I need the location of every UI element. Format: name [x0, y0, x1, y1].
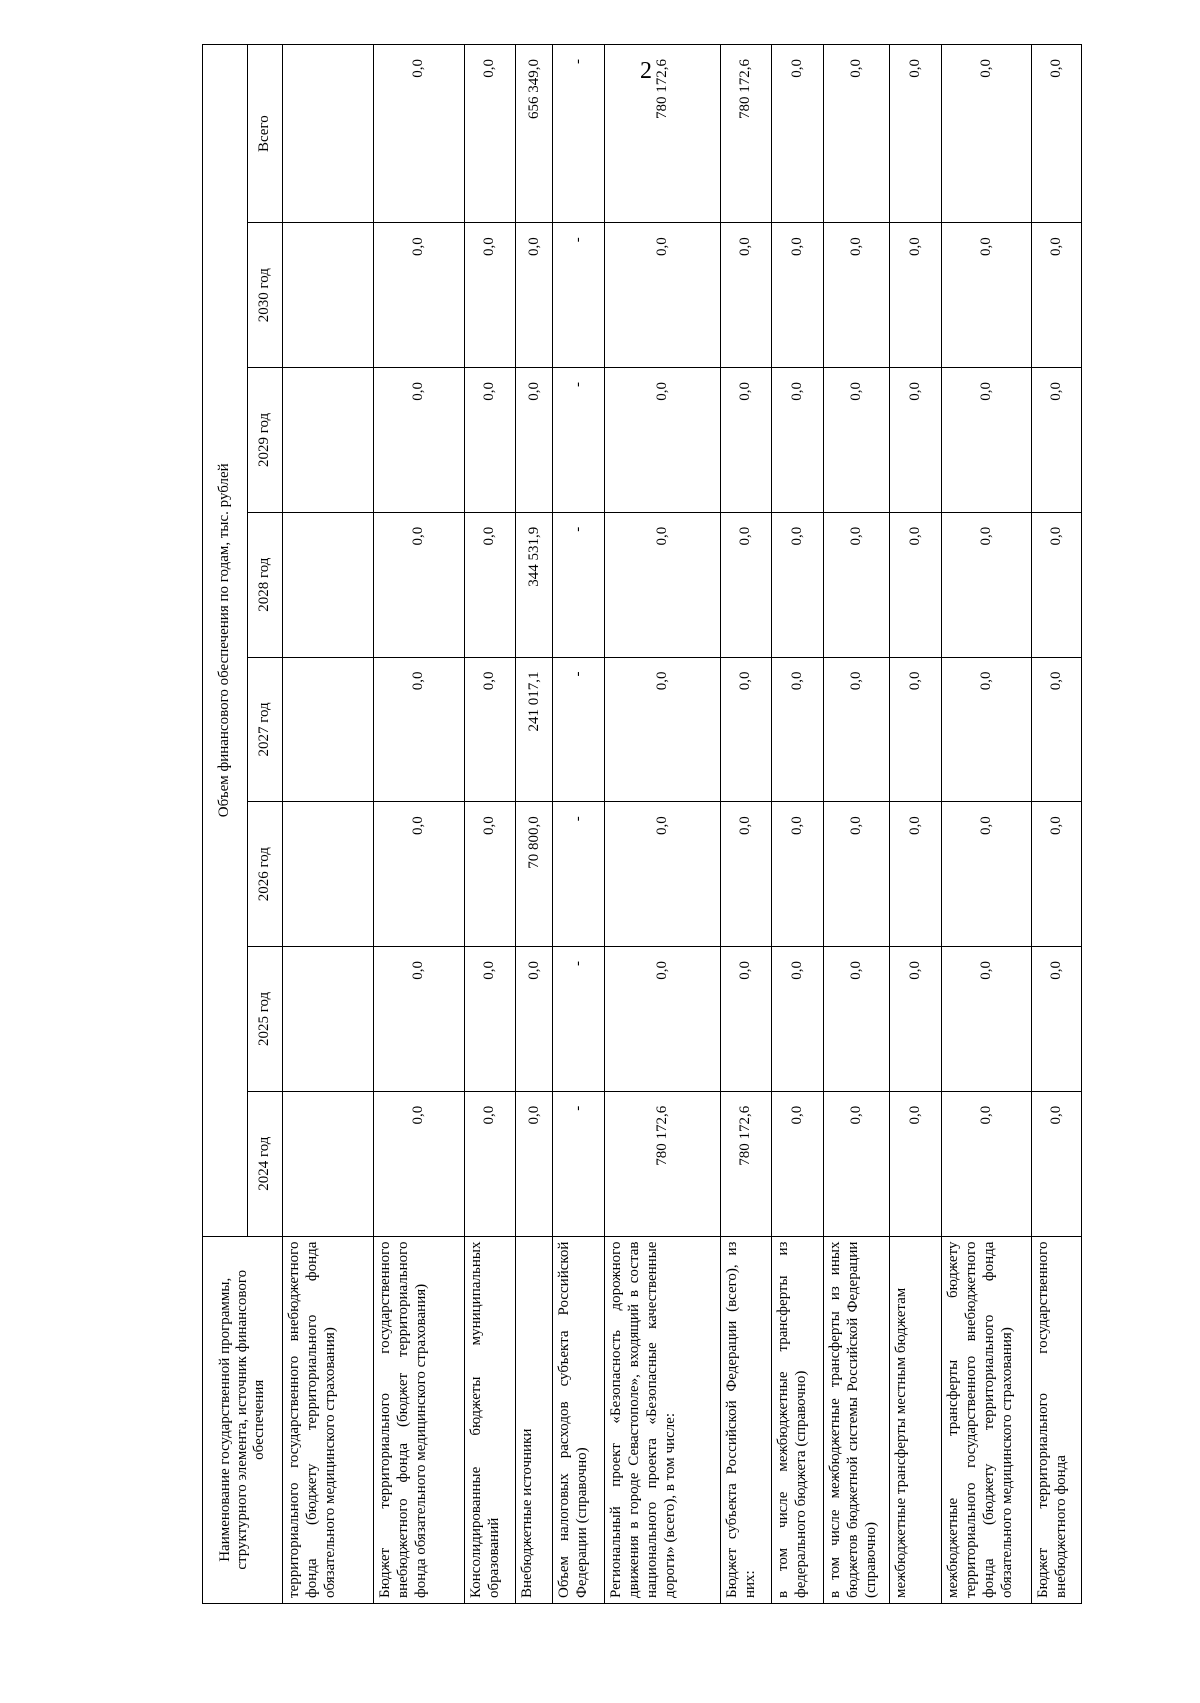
table-row: [1032, 45, 1082, 1604]
row-year-value: [283, 947, 374, 1092]
row-name: территориального государственного внебюджетного фонда (бюджету территориального фонда обязательного медицинского страхования): [283, 1236, 374, 1603]
row-year-value: 0,0: [605, 512, 721, 657]
row-year-value: 0,0: [823, 223, 889, 368]
row-year-value: 0,0: [464, 947, 516, 1092]
row-year-value: 0,0: [373, 802, 464, 947]
row-name: межбюджетные трансферты бюджету территориального государственного внебюджетного фонда (бюджету территориального фонда обязательного медицинского страхования): [941, 1236, 1032, 1603]
row-name: в том числе межбюджетные трансферты из иных бюджетов бюджетной системы Российской Федерации (справочно): [823, 1236, 889, 1603]
row-year-value: 0,0: [720, 512, 772, 657]
row-year-value: 0,0: [941, 947, 1032, 1092]
row-name: Консолидированные бюджеты муниципальных образований: [464, 1236, 516, 1603]
header-year: 2030 год: [248, 223, 283, 368]
row-total-value: 0,0: [823, 45, 889, 223]
row-year-value: -: [553, 223, 605, 368]
row-year-value: 0,0: [941, 802, 1032, 947]
header-year: 2029 год: [248, 368, 283, 513]
row-year-value: 241 017,1: [516, 657, 553, 802]
row-year-value: 0,0: [516, 223, 553, 368]
row-year-value: [283, 657, 374, 802]
header-volume-group: Объем финансового обеспечения по годам, тыс. рублей: [203, 45, 248, 1237]
row-total-value: 0,0: [1032, 45, 1082, 223]
row-year-value: 0,0: [889, 223, 941, 368]
row-total-value: 0,0: [772, 45, 824, 223]
row-year-value: 0,0: [516, 1091, 553, 1236]
row-year-value: 0,0: [823, 368, 889, 513]
header-year: 2024 год: [248, 1091, 283, 1236]
row-year-value: [283, 223, 374, 368]
row-year-value: 0,0: [720, 947, 772, 1092]
row-year-value: 0,0: [720, 223, 772, 368]
row-year-value: 0,0: [605, 223, 721, 368]
row-year-value: -: [553, 368, 605, 513]
row-year-value: 0,0: [941, 512, 1032, 657]
row-year-value: 0,0: [1032, 947, 1082, 1092]
row-name: в том числе межбюджетные трансферты из федерального бюджета (справочно): [772, 1236, 824, 1603]
row-total-value: 780 172,6: [605, 45, 721, 223]
table-body: [283, 45, 1082, 1604]
row-year-value: 0,0: [941, 368, 1032, 513]
row-year-value: 0,0: [889, 1091, 941, 1236]
row-year-value: 0,0: [1032, 223, 1082, 368]
table-row: [889, 45, 941, 1604]
row-year-value: 0,0: [464, 223, 516, 368]
row-year-value: 0,0: [373, 947, 464, 1092]
row-year-value: 0,0: [941, 1091, 1032, 1236]
rotated-page-content: [202, 44, 1082, 1604]
row-year-value: -: [553, 947, 605, 1092]
row-total-value: 0,0: [941, 45, 1032, 223]
row-year-value: 0,0: [823, 512, 889, 657]
row-year-value: 0,0: [889, 657, 941, 802]
row-year-value: 780 172,6: [720, 1091, 772, 1236]
row-year-value: 0,0: [464, 657, 516, 802]
row-year-value: 0,0: [373, 657, 464, 802]
table-row: [516, 45, 553, 1604]
row-year-value: [283, 368, 374, 513]
header-year: 2025 год: [248, 947, 283, 1092]
row-total-value: [283, 45, 374, 223]
row-year-value: 0,0: [720, 802, 772, 947]
row-year-value: 0,0: [772, 223, 824, 368]
row-year-value: 0,0: [889, 802, 941, 947]
row-total-value: 656 349,0: [516, 45, 553, 223]
header-year: 2026 год: [248, 802, 283, 947]
row-year-value: 0,0: [605, 802, 721, 947]
header-total: Всего: [248, 45, 283, 223]
row-year-value: -: [553, 657, 605, 802]
row-year-value: 0,0: [373, 1091, 464, 1236]
row-year-value: 0,0: [823, 657, 889, 802]
row-name: Бюджет субъекта Российской Федерации (всего), из них:: [720, 1236, 772, 1603]
row-year-value: 0,0: [464, 802, 516, 947]
row-year-value: 0,0: [605, 657, 721, 802]
row-year-value: 70 800,0: [516, 802, 553, 947]
row-year-value: 0,0: [1032, 802, 1082, 947]
table-row: [720, 45, 772, 1604]
row-year-value: 0,0: [720, 368, 772, 513]
row-year-value: 0,0: [823, 802, 889, 947]
row-year-value: 0,0: [464, 368, 516, 513]
row-year-value: 0,0: [605, 368, 721, 513]
row-year-value: 0,0: [889, 947, 941, 1092]
row-total-value: 780 172,6: [720, 45, 772, 223]
row-name: Внебюджетные источники: [516, 1236, 553, 1603]
row-year-value: 0,0: [772, 368, 824, 513]
page-number: 2: [640, 58, 652, 84]
row-year-value: 344 531,9: [516, 512, 553, 657]
row-name: Бюджет территориального государственного внебюджетного фонда: [1032, 1236, 1082, 1603]
row-name: Региональный проект «Безопасность дорожного движения в городе Севастополе», входящий в состав национального проекта «Безопасные качественные дороги» (всего), в том числе:: [605, 1236, 721, 1603]
row-year-value: 0,0: [772, 802, 824, 947]
header-year: 2028 год: [248, 512, 283, 657]
row-year-value: 0,0: [1032, 512, 1082, 657]
row-year-value: 0,0: [772, 947, 824, 1092]
row-year-value: -: [553, 1091, 605, 1236]
row-total-value: 0,0: [889, 45, 941, 223]
table-row: [941, 45, 1032, 1604]
row-year-value: 0,0: [772, 1091, 824, 1236]
row-year-value: -: [553, 802, 605, 947]
row-name: Бюджет территориального государственного внебюджетного фонда (бюджет территориального фонда обязательного медицинского страхования): [373, 1236, 464, 1603]
table-row: [373, 45, 464, 1604]
row-year-value: 0,0: [1032, 368, 1082, 513]
row-year-value: 0,0: [464, 512, 516, 657]
row-year-value: 780 172,6: [605, 1091, 721, 1236]
row-year-value: 0,0: [823, 947, 889, 1092]
row-year-value: 0,0: [1032, 1091, 1082, 1236]
row-total-value: 0,0: [373, 45, 464, 223]
table-row: [553, 45, 605, 1604]
row-total-value: 0,0: [464, 45, 516, 223]
row-year-value: 0,0: [772, 657, 824, 802]
row-year-value: 0,0: [889, 512, 941, 657]
row-year-value: [283, 1091, 374, 1236]
table-row: [464, 45, 516, 1604]
row-total-value: -: [553, 45, 605, 223]
row-name: межбюджетные трансферты местным бюджетам: [889, 1236, 941, 1603]
table-row: [823, 45, 889, 1604]
row-year-value: 0,0: [373, 223, 464, 368]
row-year-value: -: [553, 512, 605, 657]
row-year-value: 0,0: [605, 947, 721, 1092]
row-year-value: 0,0: [516, 368, 553, 513]
row-name: Объем налоговых расходов субъекта Российской Федерации (справочно): [553, 1236, 605, 1603]
row-year-value: 0,0: [373, 512, 464, 657]
table-row: [772, 45, 824, 1604]
row-year-value: 0,0: [823, 1091, 889, 1236]
header-year: 2027 год: [248, 657, 283, 802]
header-name-column: Наименование государственной программы, структурного элемента, источник финансового обеспечения: [203, 1236, 283, 1603]
row-year-value: 0,0: [464, 1091, 516, 1236]
table-row: [605, 45, 721, 1604]
row-year-value: 0,0: [772, 512, 824, 657]
financing-table: [202, 44, 1082, 1604]
row-year-value: 0,0: [1032, 657, 1082, 802]
row-year-value: [283, 512, 374, 657]
table-row: [283, 45, 374, 1604]
row-year-value: 0,0: [941, 223, 1032, 368]
row-year-value: 0,0: [516, 947, 553, 1092]
row-year-value: 0,0: [941, 657, 1032, 802]
row-year-value: 0,0: [373, 368, 464, 513]
row-year-value: 0,0: [889, 368, 941, 513]
row-year-value: [283, 802, 374, 947]
row-year-value: 0,0: [720, 657, 772, 802]
